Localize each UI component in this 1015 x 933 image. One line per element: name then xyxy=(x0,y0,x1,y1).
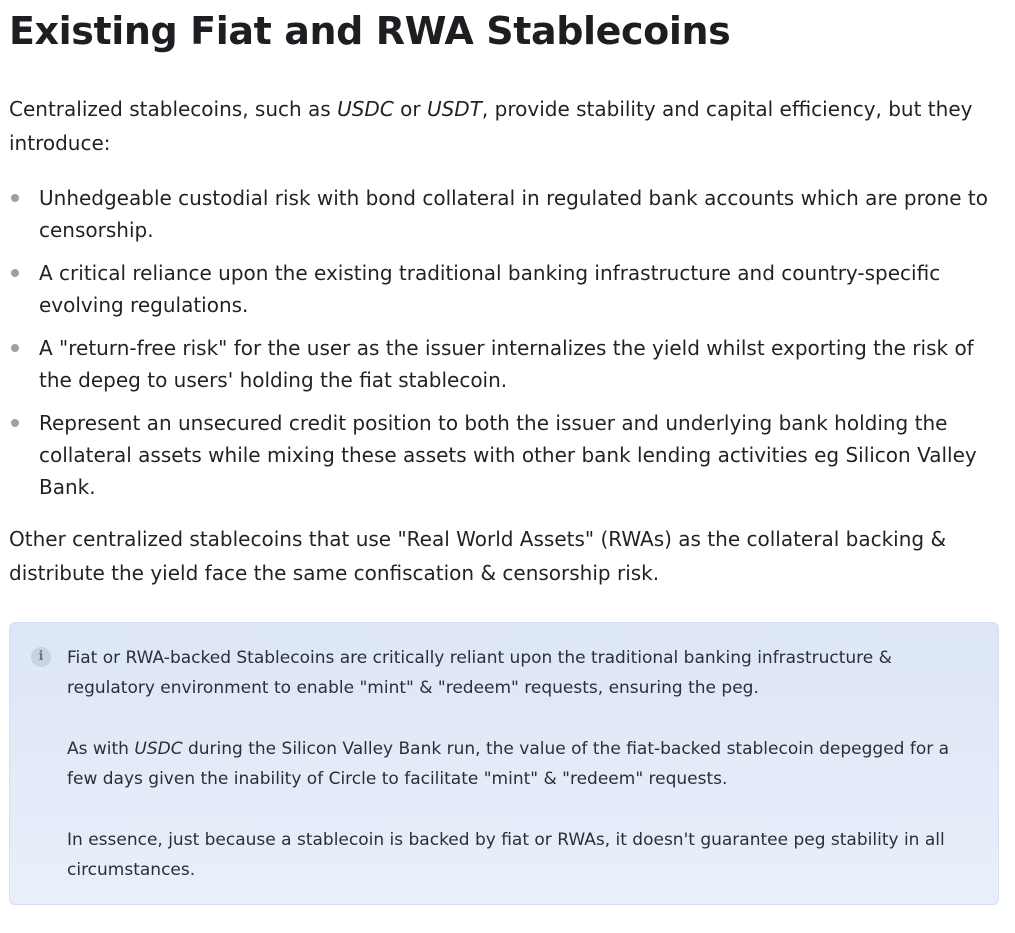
list-item-text: Unhedgeable custodial risk with bond collateral in regulated bank accounts which are prone to censorship. xyxy=(39,186,989,242)
intro-text-mid: or xyxy=(393,97,427,121)
list-item-text: A "return-free risk" for the user as the issuer internalizes the yield whilst exporting the risk of the depeg to users' holding the fiat stablecoin. xyxy=(39,336,974,392)
bullet-icon xyxy=(11,419,19,427)
risk-list xyxy=(9,182,1005,503)
list-item xyxy=(9,332,999,396)
bullet-icon xyxy=(11,194,19,202)
page-title: Existing Fiat and RWA Stablecoins xyxy=(9,9,731,53)
callout-body xyxy=(67,643,979,885)
info-callout xyxy=(9,622,999,905)
usdc-term: USDC xyxy=(337,97,394,121)
intro-paragraph xyxy=(9,92,999,160)
bullet-icon xyxy=(11,269,19,277)
list-item xyxy=(9,182,999,246)
callout-text-before: As with xyxy=(67,739,135,759)
usdt-term: USDT xyxy=(426,97,482,121)
intro-text-after: , provide stability and capital efficiency, but they introduce: xyxy=(9,97,973,155)
callout-paragraph-2 xyxy=(67,734,979,794)
info-icon: i xyxy=(31,647,51,667)
usdc-term: USDC xyxy=(134,739,183,759)
rwa-paragraph: Other centralized stablecoins that use "Real World Assets" (RWAs) as the collateral backing & distribute the yield face the same confiscation & censorship risk. xyxy=(9,527,947,585)
list-item-text: Represent an unsecured credit position to both the issuer and underlying bank holding the collateral assets while mixing these assets with other bank lending activities eg Silicon Valley Bank. xyxy=(39,411,977,499)
list-item xyxy=(9,257,999,321)
callout-paragraph-1: Fiat or RWA-backed Stablecoins are critically reliant upon the traditional banking infrastructure & regulatory environment to enable "mint" & "redeem" requests, ensuring the peg. xyxy=(67,648,892,698)
bullet-icon xyxy=(11,344,19,352)
intro-text-before: Centralized stablecoins, such as xyxy=(9,97,338,121)
callout-text-after: during the Silicon Valley Bank run, the value of the fiat-backed stablecoin depegged for a few days given the inability of Circle to facilitate "mint" & "redeem" requests. xyxy=(67,739,950,789)
list-item xyxy=(9,407,999,503)
callout-paragraph-3: In essence, just because a stablecoin is backed by fiat or RWAs, it doesn't guarantee peg stability in all circumstances. xyxy=(67,830,945,880)
list-item-text: A critical reliance upon the existing traditional banking infrastructure and country-specific evolving regulations. xyxy=(39,261,941,317)
